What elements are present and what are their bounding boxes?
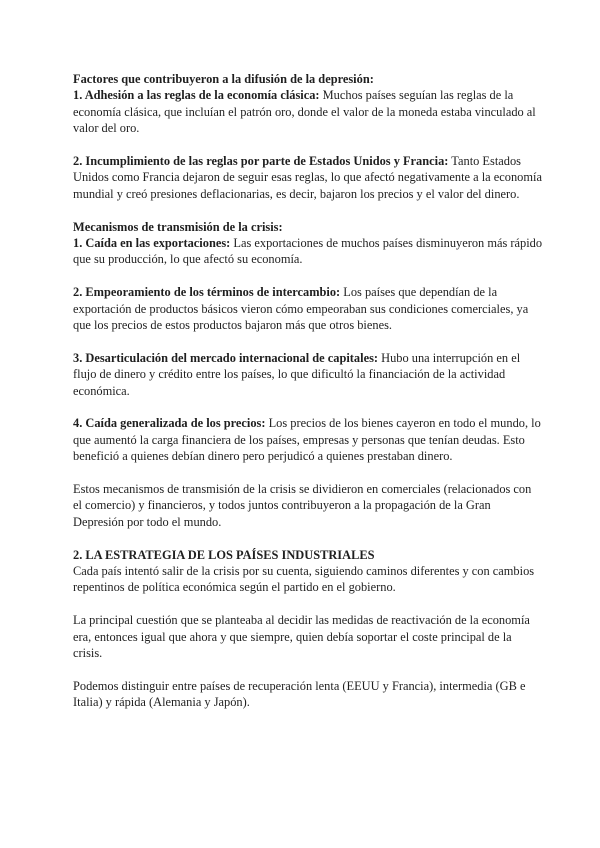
section-heading: Mecanismos de transmisión de la crisis: (73, 219, 283, 234)
numbered-item (73, 153, 543, 202)
section-heading: 2. LA ESTRATEGIA DE LOS PAÍSES INDUSTRIALES (73, 547, 375, 562)
paragraph: Cada país intentó salir de la crisis por su cuenta, siguiendo caminos diferentes y con cambios repentinos de política económica según el partido en el gobierno. (73, 564, 535, 595)
item-label: 1. Adhesión a las reglas de la economía clásica: (73, 88, 320, 103)
estrategia-block (73, 547, 543, 596)
paragraph: La principal cuestión que se planteaba al decidir las medidas de reactivación de la economía era, entonces igual que ahora y que siempre, quien debía soportar el coste principal de la crisis. (73, 613, 530, 661)
numbered-item (73, 350, 543, 399)
item-text: Muchos países seguían las reglas de la economía clásica, que incluían el patrón oro, donde el valor de la moneda estaba vinculado al valor del oro. (73, 88, 536, 136)
item-text: Tanto Estados Unidos como Francia dejaron de seguir esas reglas, lo que afectó negativamente a la economía mundial y creó presiones deflacionarias, es decir, bajaron los precios y el valor del dinero. (73, 154, 542, 201)
section-heading: Factores que contribuyeron a la difusión de la depresión: (73, 72, 374, 86)
item-label: 2. Empeoramiento de los términos de intercambio: (73, 285, 341, 300)
item-text: Los precios de los bienes cayeron en todo el mundo, lo que aumentó la carga financiera de los países, empresas y personas que tenían deudas. Esto benefició a quienes debían dinero pero perjudicó a quienes prestaban dinero. (73, 416, 541, 464)
item-label: 2. Incumplimiento de las reglas por parte de Estados Unidos y Francia: (73, 154, 449, 169)
summary-paragraph: Estos mecanismos de transmisión de la crisis se dividieron en comerciales (relacionados con el comercio) y financieros, y todos juntos contribuyeron a la propagación de la Gran Depresión por todo el mundo. (73, 482, 532, 529)
item-text: Hubo una interrupción en el flujo de dinero y crédito entre los países, lo que dificultó la financiación de la actividad económica. (73, 350, 521, 398)
item-label: 1. Caída en las exportaciones: (73, 236, 231, 251)
numbered-item (73, 284, 543, 333)
item-text: Las exportaciones de muchos países disminuyeron más rápido que su producción, lo que afectó su economía. (73, 236, 543, 267)
item-label: 4. Caída generalizada de los precios: (73, 416, 266, 431)
factores-block (73, 71, 543, 137)
mecanismos-block (73, 219, 543, 268)
numbered-item (73, 87, 543, 136)
numbered-item (73, 415, 543, 464)
document-body (73, 71, 543, 727)
item-label: 3. Desarticulación del mercado internacional de capitales: (73, 350, 379, 365)
item-text: Los países que dependían de la exportación de productos básicos vieron cómo empeoraban sus condiciones comerciales, ya que los precios de estos productos bajaron más que otros bienes. (73, 285, 529, 333)
paragraph: Podemos distinguir entre países de recuperación lenta (EEUU y Francia), intermedia (GB e Italia) y rápida (Alemania y Japón). (73, 678, 526, 710)
numbered-item (73, 235, 543, 268)
